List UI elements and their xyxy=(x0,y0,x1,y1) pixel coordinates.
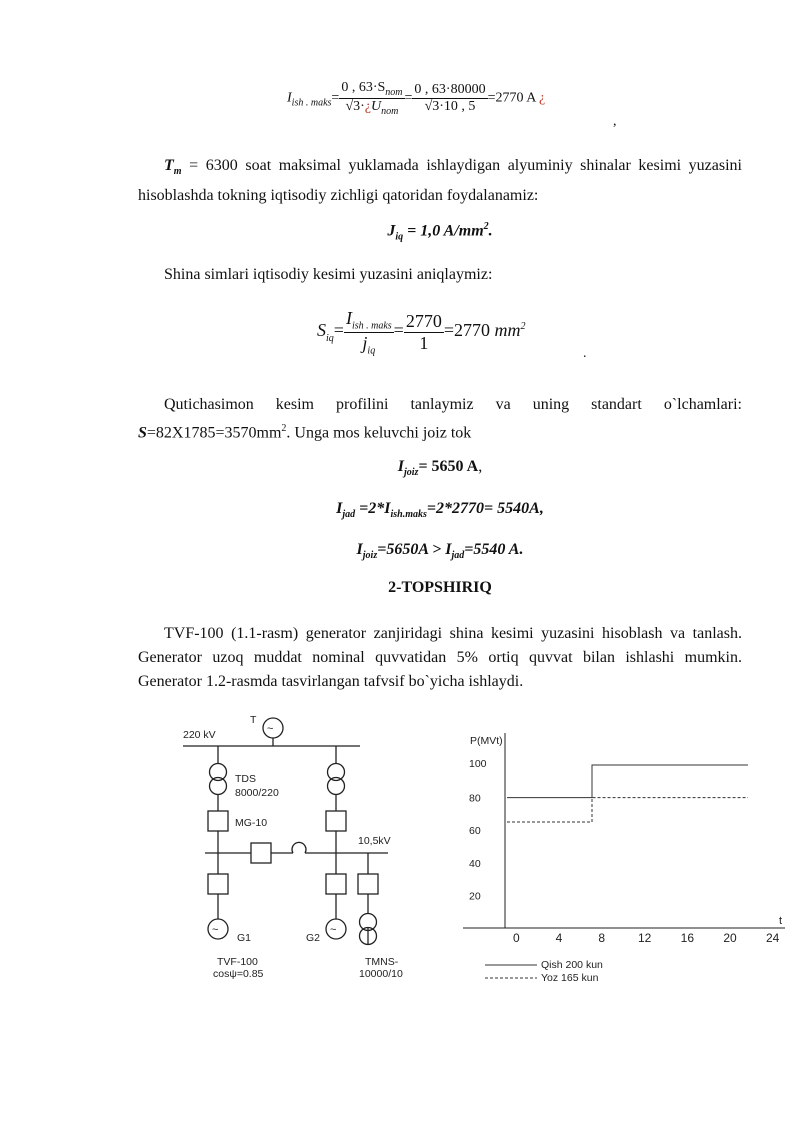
formula-lhs: I xyxy=(287,90,292,106)
profil-symbol: S xyxy=(138,424,147,442)
siq-unit-sup: 2 xyxy=(520,321,526,333)
y-tick-label: 80 xyxy=(469,792,481,805)
y-tick-label: 20 xyxy=(469,890,481,903)
label-t: T xyxy=(250,714,257,726)
paragraph-profil xyxy=(138,393,742,445)
label-220kv: 220 kV xyxy=(183,729,216,741)
load-chart xyxy=(455,725,790,995)
reactor-icon xyxy=(292,842,306,853)
y-axis-label: P(MVt) xyxy=(470,735,503,747)
cmp-sub: joiz xyxy=(362,550,378,562)
frac2-num: 0 , 63·80000 xyxy=(414,81,486,97)
paragraph-task xyxy=(138,622,742,694)
label-g2: G2 xyxy=(306,932,321,944)
ijoiz-sub: joiz xyxy=(403,467,419,479)
label-tds-rating: 8000/220 xyxy=(235,787,279,799)
siq-trail: . xyxy=(583,346,587,361)
formula-result: =2770 A xyxy=(487,90,536,106)
label-tmns: TMNS- xyxy=(365,956,399,968)
jiq-sub: iq xyxy=(395,231,404,243)
x-tick-label: 12 xyxy=(638,931,652,945)
label-tmns-rating: 10000/10 xyxy=(359,968,403,980)
equation-ijoiz xyxy=(138,458,742,478)
siq-num-sub: ish . maks xyxy=(351,320,392,332)
series-line xyxy=(507,798,748,822)
x-tick-label: 4 xyxy=(555,931,563,945)
jiq-end: . xyxy=(488,222,493,240)
circuit-diagram xyxy=(175,708,435,993)
equation-jiq xyxy=(138,221,742,243)
label-gen-cos: cosψ=0.85 xyxy=(213,968,264,980)
x-axis-label: t xyxy=(779,915,783,927)
paragraph-tm xyxy=(138,154,742,208)
cmp-symbol: I xyxy=(356,541,363,558)
profil-sup: 2 xyxy=(281,423,287,434)
formula-frac-1 xyxy=(339,80,404,117)
y-tick-label: 100 xyxy=(469,758,487,770)
frac1-den: √3· xyxy=(345,98,365,114)
frac1-den-mark: ¿ xyxy=(364,98,372,114)
siq-den-sub: iq xyxy=(367,345,376,357)
profil-text-3: . Unga mos keluvchi joiz tok xyxy=(286,424,472,442)
jiq-symbol: J xyxy=(387,222,396,240)
cmp-sub-2: jad xyxy=(451,550,465,562)
ijad-sub-2: ish.maks xyxy=(390,509,427,521)
x-tick-label: 0 xyxy=(513,931,520,945)
frac1-den-sub: nom xyxy=(381,105,399,117)
ijad-symbol: I xyxy=(336,500,343,517)
profil-text-2: =82X1785=3570mm xyxy=(146,424,282,442)
frac1-num: 0 , 63·S xyxy=(341,80,386,95)
tilde-g1: ~ xyxy=(212,924,219,936)
label-g1: G1 xyxy=(237,932,252,944)
frac2-den: √3·10 , 5 xyxy=(424,98,476,114)
ijad-sub: jad xyxy=(342,509,356,521)
bus-section-switch xyxy=(251,843,271,863)
tilde-g2: ~ xyxy=(330,924,337,936)
formula-result-mark: ¿ xyxy=(539,90,546,106)
ijoiz-symbol: I xyxy=(397,458,404,475)
label-tds: TDS xyxy=(235,773,256,785)
x-tick-label: 20 xyxy=(723,931,737,945)
siq-frac-1 xyxy=(344,308,394,356)
label-gen-type: TVF-100 xyxy=(217,956,258,968)
jiq-sup: 2 xyxy=(483,221,489,232)
siq-den: j xyxy=(362,332,368,353)
paragraph-task-text: TVF-100 (1.1-rasm) generator zanjiridagi shina kesimi yuzasini hisoblash va tanlash. Generator uzoq muddat nominal quvvatidan 5% ortiq quvvat bilan ishlashi mumkin. Generator 1.2-rasmda tasvirlangan tafvsif bo`yicha ishlaydi. xyxy=(138,625,742,690)
switch-left-lower xyxy=(208,874,228,894)
formula-siq: $S_{iq}=$ $\frac{I_{ish . maks}}{j_{iq}}$ = $\frac{2770}{1}$ =2770 $mm^2$ . xyxy=(317,308,587,361)
siq-unit: mm xyxy=(494,320,521,341)
formula-trail: , xyxy=(613,114,617,129)
tilde-t: ~ xyxy=(267,723,274,735)
x-tick-label: 24 xyxy=(766,931,780,945)
label-mg: MG-10 xyxy=(235,817,268,829)
tm-symbol-sub: m xyxy=(173,166,182,178)
switch-right-upper xyxy=(326,811,346,831)
frac1-num-sub: nom xyxy=(385,86,403,98)
siq-den2: 1 xyxy=(419,332,429,353)
y-tick-label: 60 xyxy=(469,825,481,838)
paragraph-shina-text: Shina simlari iqtisodiy kesimi yuzasini aniqlaymiz: xyxy=(164,266,493,283)
formula-imax: $I_{ish . maks}=$ $\frac{0 , 63\cdot S_{nom}}{√3\cdot¿U_{nom}}$ = $\frac{0 , 63\cdot 80000}{√3\cdot 10 , 5}$ =2770 A ¿ , xyxy=(287,80,617,129)
switch-left-upper xyxy=(208,811,228,831)
section-heading: 2-TOPSHIRIQ xyxy=(388,579,492,596)
jiq-value: = 1,0 A/mm xyxy=(403,222,484,240)
ijad-part-1: =2*I xyxy=(355,500,391,517)
siq-result: =2770 xyxy=(443,320,490,341)
formula-frac-2 xyxy=(412,82,487,115)
equation-ijad xyxy=(138,500,742,520)
siq-num: I xyxy=(345,308,352,328)
series-line xyxy=(507,765,748,798)
ijad-part-2: =2*2770= 5540A, xyxy=(426,500,544,517)
tm-symbol: T xyxy=(164,157,174,174)
switch-aux xyxy=(358,874,378,894)
siq-frac-2 xyxy=(404,311,444,354)
cmp-part-1: =5650A > I xyxy=(377,541,452,558)
siq-num2: 2770 xyxy=(405,310,442,331)
legend-label: Qish 200 kun xyxy=(541,959,603,971)
siq-lhs: S xyxy=(317,320,326,341)
ijoiz-end: , xyxy=(478,458,483,475)
profil-text-1: Qutichasimon kesim profilini tanlaymiz va uning standart o`lchamlari: xyxy=(164,396,742,413)
frac1-den-u: U xyxy=(371,98,382,114)
equation-compare xyxy=(138,541,742,561)
x-tick-label: 16 xyxy=(680,931,695,945)
paragraph-tm-text: = 6300 soat maksimal yuklamada ishlaydigan alyuminiy shinalar kesimi yuzasini hisoblashda tokning iqtisodiy zichligi qatoridan foydalanamiz: xyxy=(138,157,742,205)
ijoiz-value: = 5650 A xyxy=(418,458,479,475)
legend-label: Yoz 165 kun xyxy=(541,972,599,984)
x-tick-label: 8 xyxy=(598,931,606,945)
switch-right-lower xyxy=(326,874,346,894)
siq-lhs-sub: iq xyxy=(326,332,334,344)
y-tick-label: 40 xyxy=(469,857,481,870)
cmp-part-2: =5540 A. xyxy=(464,541,524,558)
paragraph-shina xyxy=(138,263,742,287)
label-105kv: 10,5kV xyxy=(358,835,391,847)
formula-lhs-sub: ish . maks xyxy=(291,97,332,109)
